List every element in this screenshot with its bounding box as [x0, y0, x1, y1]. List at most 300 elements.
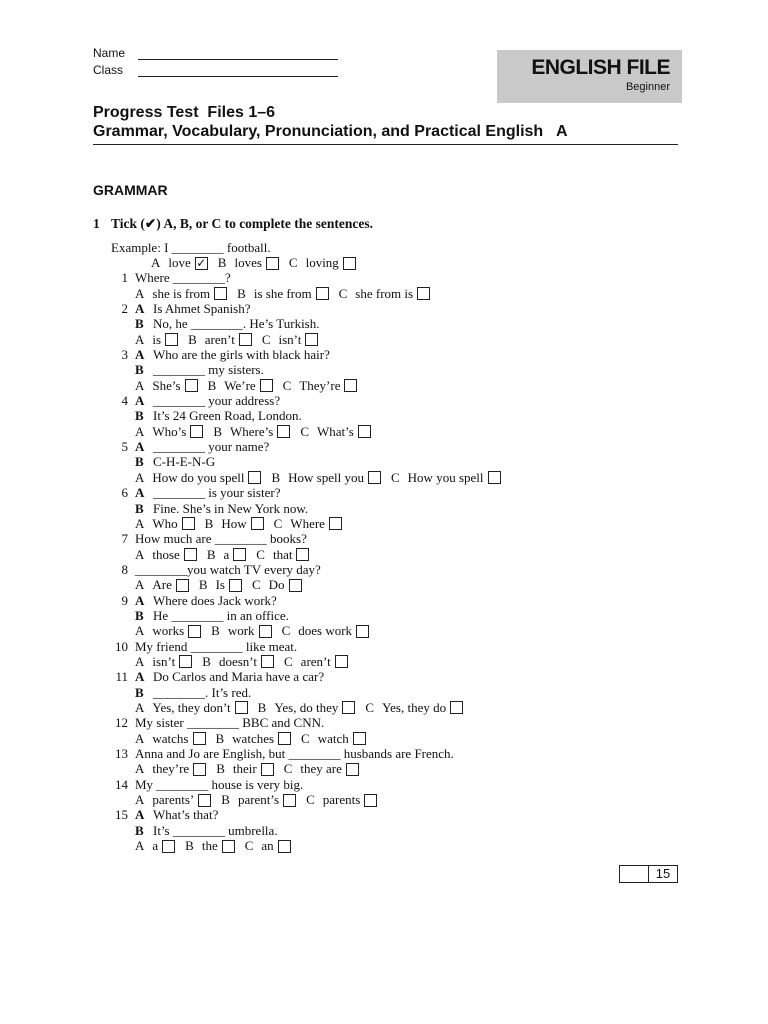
- option-b: [205, 516, 264, 532]
- option-letter: A: [135, 469, 145, 485]
- tick-box[interactable]: [176, 579, 189, 592]
- question-text: [129, 454, 215, 470]
- option-letter: A: [135, 423, 145, 439]
- tick-box[interactable]: [353, 732, 366, 745]
- option-letter: C: [300, 423, 309, 439]
- answer-options: [93, 762, 613, 777]
- option-text: work: [227, 623, 255, 639]
- test-title: Progress Test Files 1–6: [93, 104, 276, 121]
- instruction-text: Tick (✔) A, B, or C to complete the sentences.: [111, 216, 374, 231]
- option-letter: C: [288, 255, 298, 271]
- question-line: [93, 301, 613, 316]
- class-label: Class: [93, 63, 124, 77]
- option-b: [218, 255, 279, 271]
- option-a: [135, 731, 206, 747]
- tick-box[interactable]: [193, 763, 206, 776]
- option-letter: B: [211, 623, 220, 639]
- options-group: [129, 654, 358, 670]
- question-text: [129, 562, 321, 578]
- tick-box[interactable]: [488, 471, 501, 484]
- line-text: It’s 24 Green Road, London.: [153, 408, 302, 424]
- option-letter: B: [207, 377, 217, 393]
- answer-options: [93, 332, 613, 347]
- option-b: [199, 577, 242, 593]
- option-c: [274, 516, 342, 532]
- tick-box[interactable]: [214, 287, 227, 300]
- option-b: [258, 700, 356, 716]
- line-text: ________you watch TV every day?: [135, 561, 321, 577]
- name-field[interactable]: [138, 49, 338, 60]
- option-a: [135, 470, 261, 486]
- option-text: doesn’t: [218, 653, 257, 669]
- test-subtitle: Grammar, Vocabulary, Pronunciation, and Practical English A: [93, 123, 568, 140]
- speaker-label: A: [135, 439, 145, 455]
- option-b: [213, 424, 290, 440]
- tick-box[interactable]: [289, 579, 302, 592]
- tick-box[interactable]: [165, 333, 178, 346]
- question-line: [93, 486, 613, 501]
- score-field[interactable]: [619, 865, 648, 883]
- option-text: Yes, do they: [274, 699, 339, 715]
- tick-box[interactable]: [278, 840, 291, 853]
- tick-box[interactable]: [343, 257, 356, 270]
- option-text: How: [221, 515, 247, 531]
- line-text: C-H-E-N-G: [153, 454, 216, 470]
- question-line: [93, 393, 613, 408]
- option-a: [135, 286, 227, 302]
- option-b: [202, 654, 274, 670]
- answer-options: [93, 792, 613, 807]
- option-a: [151, 255, 208, 271]
- option-letter: A: [135, 623, 145, 639]
- options-group: [129, 577, 312, 593]
- speaker-label: B: [135, 408, 144, 424]
- question-text: [129, 593, 277, 609]
- exercise-number: 1: [93, 216, 100, 231]
- option-letter: C: [256, 546, 265, 562]
- question-line: [93, 532, 613, 547]
- option-text: a: [152, 838, 159, 854]
- tick-box[interactable]: [248, 471, 261, 484]
- option-letter: A: [135, 285, 145, 301]
- option-a: [135, 516, 195, 532]
- option-a: [135, 577, 189, 593]
- speaker-label: A: [135, 592, 145, 608]
- option-b: [207, 547, 246, 563]
- option-b: [237, 286, 328, 302]
- option-text: she is from: [152, 285, 211, 301]
- brand-name: ENGLISH FILE: [531, 56, 670, 79]
- answer-options: [93, 286, 613, 301]
- option-letter: A: [135, 377, 145, 393]
- option-letter: A: [151, 255, 161, 271]
- speaker-label: B: [135, 684, 144, 700]
- example-sentence: Example: I ________ football.: [111, 239, 271, 255]
- speaker-label: A: [135, 301, 145, 317]
- option-c: [283, 378, 358, 394]
- tick-box[interactable]: [356, 625, 369, 638]
- tick-box[interactable]: [266, 257, 279, 270]
- tick-box[interactable]: [260, 379, 273, 392]
- line-text: ________ your name?: [153, 439, 270, 455]
- option-letter: A: [135, 577, 145, 593]
- option-text: Do: [268, 577, 285, 593]
- question-line: [93, 670, 613, 685]
- speaker-label: B: [135, 316, 144, 332]
- tick-box[interactable]: [261, 763, 274, 776]
- header-divider: [93, 144, 678, 145]
- option-letter: A: [135, 515, 145, 531]
- options-group: [129, 332, 328, 348]
- line-text: Fine. She’s in New York now.: [153, 500, 309, 516]
- question-line: [93, 685, 613, 700]
- option-text: that: [272, 546, 293, 562]
- option-letter: B: [185, 838, 194, 854]
- answer-options: [93, 516, 613, 531]
- answer-options: [93, 700, 613, 715]
- option-c: [339, 286, 430, 302]
- option-letter: A: [135, 730, 145, 746]
- option-letter: C: [301, 730, 310, 746]
- options-group: [129, 286, 440, 302]
- tick-box[interactable]: [335, 655, 348, 668]
- name-row: [93, 45, 338, 62]
- tick-box[interactable]: [344, 379, 357, 392]
- question-text: [129, 393, 280, 409]
- option-a: [135, 792, 211, 808]
- option-text: they are: [300, 761, 342, 777]
- tick-box[interactable]: [179, 655, 192, 668]
- option-b: [185, 838, 235, 854]
- tick-box[interactable]: [278, 732, 291, 745]
- option-c: [256, 547, 309, 563]
- option-a: [135, 654, 192, 670]
- option-text: How spell you: [288, 469, 364, 485]
- option-text: She’s: [152, 377, 181, 393]
- section-heading: GRAMMAR: [93, 182, 168, 198]
- options-group: [129, 792, 387, 808]
- question-number: 10: [115, 638, 128, 654]
- line-text: Is Ahmet Spanish?: [153, 301, 251, 317]
- question-text: [129, 639, 297, 655]
- question-number: 7: [121, 531, 128, 547]
- tick-box[interactable]: [233, 548, 246, 561]
- option-letter: C: [284, 653, 293, 669]
- options-group: [129, 378, 367, 394]
- tick-box[interactable]: [296, 548, 309, 561]
- option-letter: C: [273, 515, 283, 531]
- option-letter: C: [281, 623, 291, 639]
- class-row: [93, 62, 338, 79]
- question-text: [129, 501, 308, 517]
- tick-box[interactable]: [346, 763, 359, 776]
- option-letter: C: [261, 331, 271, 347]
- tick-box[interactable]: [316, 287, 329, 300]
- option-c: [282, 623, 369, 639]
- option-letter: B: [204, 515, 214, 531]
- option-text: does work: [298, 623, 353, 639]
- line-text: No, he ________. He’s Turkish.: [153, 316, 320, 332]
- option-letter: C: [365, 699, 375, 715]
- answer-options: [93, 578, 613, 593]
- option-text: Yes, they don’t: [152, 699, 231, 715]
- question-text: [129, 715, 324, 731]
- speaker-label: A: [135, 347, 145, 363]
- option-letter: B: [206, 546, 216, 562]
- question-number: 11: [115, 669, 128, 685]
- line-text: What’s that?: [153, 807, 219, 823]
- option-c: [252, 577, 302, 593]
- option-text: aren’t: [300, 653, 331, 669]
- tick-box[interactable]: [182, 517, 195, 530]
- tick-box[interactable]: [251, 517, 264, 530]
- tick-box[interactable]: [450, 701, 463, 714]
- tick-box[interactable]: [283, 794, 296, 807]
- question-line: [93, 363, 613, 378]
- question-number: 5: [121, 439, 128, 455]
- answer-options: [93, 624, 613, 639]
- option-a: [135, 547, 197, 563]
- tick-box[interactable]: [162, 840, 175, 853]
- name-label: Name: [93, 46, 126, 60]
- tick-box[interactable]: [261, 655, 274, 668]
- question-number: 9: [121, 592, 128, 608]
- question-line: [93, 562, 613, 577]
- line-text: He ________ in an office.: [153, 607, 289, 623]
- options-group: [129, 623, 379, 639]
- question-text: [129, 301, 251, 317]
- option-letter: A: [135, 761, 145, 777]
- option-text: watch: [317, 730, 349, 746]
- question-text: [129, 807, 218, 823]
- speaker-label: A: [135, 485, 145, 501]
- option-c: [284, 654, 348, 670]
- option-text: watches: [232, 730, 275, 746]
- question-line: [93, 271, 613, 286]
- option-b: [216, 731, 292, 747]
- line-text: Do Carlos and Maria have a car?: [153, 669, 325, 685]
- option-c: [365, 700, 463, 716]
- tick-box[interactable]: [198, 794, 211, 807]
- question-number: 15: [115, 807, 128, 823]
- question-line: [93, 639, 613, 654]
- answer-options: [93, 470, 613, 485]
- speaker-label: B: [135, 607, 144, 623]
- option-text: is she from: [253, 285, 312, 301]
- question-line: [93, 455, 613, 470]
- option-b: [216, 761, 274, 777]
- option-text: Who’s: [152, 423, 187, 439]
- option-letter: B: [216, 761, 225, 777]
- exercise-instruction: [93, 216, 373, 232]
- question-number: 14: [115, 776, 128, 792]
- tick-box[interactable]: [342, 701, 355, 714]
- tick-box[interactable]: [184, 548, 197, 561]
- tick-box[interactable]: [188, 625, 201, 638]
- option-letter: B: [271, 469, 281, 485]
- tick-box[interactable]: [190, 425, 203, 438]
- option-a: [135, 700, 248, 716]
- options-group: [129, 424, 381, 440]
- question-text: [129, 270, 231, 286]
- option-b: [211, 623, 271, 639]
- question-text: [129, 746, 454, 762]
- option-b: [188, 332, 252, 348]
- option-text: Where’s: [230, 423, 274, 439]
- option-letter: A: [135, 653, 145, 669]
- question-text: [129, 362, 264, 378]
- line-text: ________ my sisters.: [153, 362, 264, 378]
- class-field[interactable]: [138, 66, 338, 77]
- option-c: [306, 792, 377, 808]
- question-text: [129, 823, 278, 839]
- question-line: [93, 608, 613, 623]
- option-letter: A: [135, 331, 145, 347]
- question-number: 8: [121, 561, 128, 577]
- option-c: [245, 838, 291, 854]
- option-c: [289, 255, 356, 271]
- option-text: she from is: [355, 285, 414, 301]
- speaker-label: B: [135, 362, 144, 378]
- line-text: It’s ________ umbrella.: [153, 822, 278, 838]
- question-number: 12: [115, 715, 128, 731]
- speaker-label: A: [135, 393, 145, 409]
- tick-box[interactable]: [222, 840, 235, 853]
- option-text: is: [152, 331, 162, 347]
- option-a: [135, 838, 175, 854]
- option-text: parent’s: [237, 792, 280, 808]
- options-group: [129, 731, 376, 747]
- tick-box[interactable]: [368, 471, 381, 484]
- test-titles: [93, 103, 568, 141]
- score-total: 15: [648, 865, 678, 883]
- speaker-label: A: [135, 669, 145, 685]
- student-info: [93, 45, 338, 79]
- tick-box[interactable]: [277, 425, 290, 438]
- answer-options: [93, 731, 613, 746]
- option-text: isn’t: [152, 653, 176, 669]
- question-text: [129, 439, 269, 455]
- option-c: [284, 761, 359, 777]
- tick-box[interactable]: [364, 794, 377, 807]
- options-group: [129, 547, 319, 563]
- option-text: Are: [152, 577, 172, 593]
- line-text: My ________ house is very big.: [135, 776, 304, 792]
- option-text: How do you spell: [152, 469, 245, 485]
- option-text: Is: [215, 577, 225, 593]
- tick-box[interactable]: [239, 333, 252, 346]
- question-line: [93, 716, 613, 731]
- option-text: isn’t: [278, 331, 302, 347]
- line-text: Anna and Jo are English, but ________ husbands are French.: [135, 746, 454, 762]
- option-letter: A: [135, 546, 145, 562]
- option-text: their: [232, 761, 257, 777]
- question-text: [129, 347, 330, 363]
- option-letter: B: [202, 653, 211, 669]
- tick-box[interactable]: [259, 625, 272, 638]
- question-line: [93, 347, 613, 362]
- answer-options: [93, 547, 613, 562]
- option-text: Where: [290, 515, 325, 531]
- option-a: [135, 623, 201, 639]
- tick-box[interactable]: [329, 517, 342, 530]
- line-text: ________ is your sister?: [153, 485, 281, 501]
- option-b: [221, 792, 296, 808]
- option-letter: B: [257, 699, 267, 715]
- option-letter: B: [198, 577, 208, 593]
- speaker-label: B: [135, 454, 144, 470]
- example-options: [93, 255, 613, 270]
- option-letter: C: [282, 377, 292, 393]
- option-c: [391, 470, 501, 486]
- line-text: Where does Jack work?: [153, 592, 277, 608]
- tick-box[interactable]: [358, 425, 371, 438]
- option-a: [135, 424, 203, 440]
- option-text: Yes, they do: [382, 699, 447, 715]
- option-text: How you spell: [407, 469, 484, 485]
- question-number: 2: [121, 301, 128, 317]
- question-line: [93, 746, 613, 761]
- option-text: an: [261, 838, 274, 854]
- tick-box[interactable]: [229, 579, 242, 592]
- question-number: 3: [121, 347, 128, 363]
- question-line: [93, 593, 613, 608]
- tick-box[interactable]: [417, 287, 430, 300]
- option-c: [262, 332, 319, 348]
- option-text: Who: [152, 515, 178, 531]
- question-number: 6: [121, 485, 128, 501]
- question-line: [93, 439, 613, 454]
- option-text: We’re: [224, 377, 256, 393]
- line-text: Where ________?: [135, 270, 231, 286]
- option-b: [208, 378, 273, 394]
- option-letter: C: [306, 792, 315, 808]
- option-letter: B: [237, 285, 246, 301]
- speaker-label: B: [135, 822, 144, 838]
- tick-box[interactable]: ✓: [196, 255, 207, 270]
- tick-box[interactable]: [185, 379, 198, 392]
- options-group: [129, 516, 352, 532]
- tick-box[interactable]: [305, 333, 318, 346]
- option-letter: C: [251, 577, 261, 593]
- brand-level: Beginner: [625, 81, 670, 93]
- question-number: 1: [121, 270, 128, 286]
- question-text: [129, 777, 303, 793]
- option-letter: B: [213, 423, 223, 439]
- question-text: [129, 685, 251, 701]
- options-group: [129, 700, 473, 716]
- option-letter: A: [135, 699, 145, 715]
- tick-box[interactable]: [235, 701, 248, 714]
- option-a: [135, 332, 178, 348]
- tick-box[interactable]: [193, 732, 206, 745]
- question-text: [129, 485, 280, 501]
- line-text: How much are ________ books?: [135, 531, 307, 547]
- question-number: 13: [115, 746, 128, 762]
- option-letter: C: [338, 285, 348, 301]
- option-c: [301, 731, 366, 747]
- option-text: What’s: [317, 423, 354, 439]
- option-letter: A: [135, 838, 145, 854]
- speaker-label: B: [135, 500, 144, 516]
- answer-options: [93, 838, 613, 853]
- question-text: [129, 408, 302, 424]
- question-number: 4: [121, 393, 128, 409]
- line-text: ________. It’s red.: [153, 684, 252, 700]
- option-text: a: [223, 546, 230, 562]
- option-text: the: [201, 838, 218, 854]
- option-text: those: [152, 546, 180, 562]
